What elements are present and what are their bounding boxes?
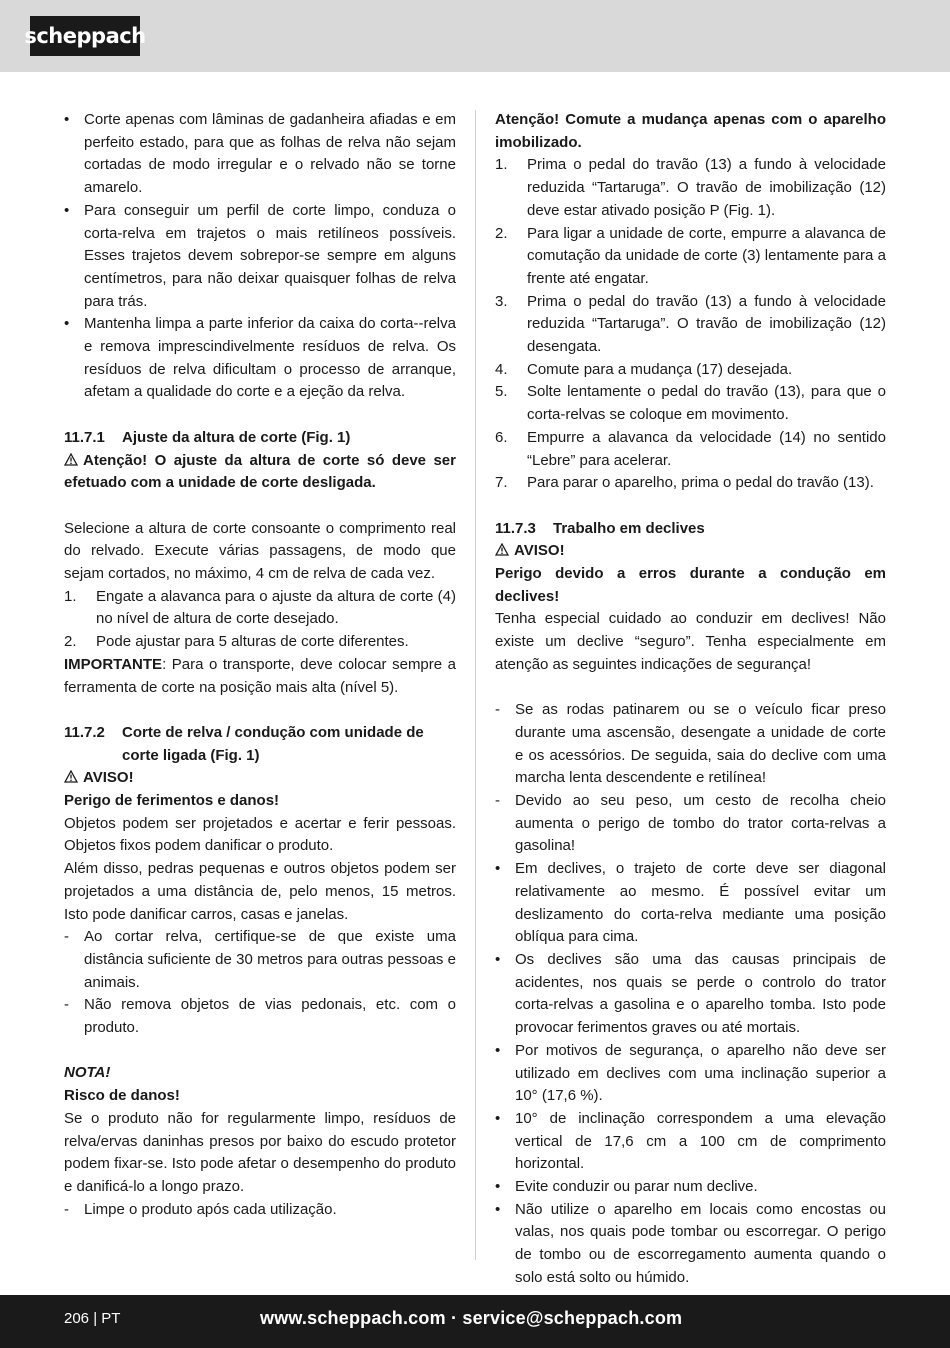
list-item <box>495 790 886 858</box>
warning-label <box>64 767 456 790</box>
list-item-text: Se as rodas patinarem ou se o veículo ficar preso durante uma ascensão, desengate a unidade de corte e os acessórios. De seguida, saia do declive com uma marcha lenta descendente e retilínea! <box>515 701 886 787</box>
list-item-text: Corte apenas com lâminas de gadanheira afiadas e em perfeito estado, para que as folhas de relva não sejam cortadas de modo irregular e o relvado não se torne amarelo. <box>84 111 456 197</box>
step-number: 1. <box>64 587 77 605</box>
step-number: 1. <box>495 156 508 174</box>
step-text: Engate a alavanca para o ajuste da altura de corte (4) no nível de altura de corte desejado. <box>96 587 456 628</box>
list-item <box>495 1176 886 1199</box>
list-item <box>64 200 456 314</box>
step-text: Para ligar a unidade de corte, empurre a alavanca de comutação da unidade de corte (3) lentamente para a frente até engatar. <box>527 224 886 287</box>
section-title: Trabalho em declives <box>553 519 705 537</box>
dash-marker: - <box>64 996 69 1014</box>
warning-label <box>495 540 886 563</box>
bullet-marker: • <box>495 950 501 968</box>
website-link[interactable]: www.scheppach.com · service@scheppach.com <box>260 1308 683 1328</box>
warning-note <box>64 450 456 495</box>
step-text: Comute para a mudança (17) desejada. <box>527 360 793 378</box>
step-text: Prima o pedal do travão (13) a fundo à velocidade reduzida “Tartaruga”. O travão de imobilização (12) deve estar ativado posição P (Fig. 1). <box>527 156 886 219</box>
left-column <box>64 109 456 1221</box>
section-number: 11.7.3 <box>495 519 536 537</box>
section-number: 11.7.2 <box>64 723 105 741</box>
list-item <box>64 1199 456 1222</box>
page-footer <box>0 1295 950 1348</box>
section-heading-11-7-1 <box>64 427 456 450</box>
list-item <box>495 1108 886 1176</box>
list-item-text: Não utilize o aparelho em locais como encostas ou valas, nos quais pode tombar ou escorregar. O perigo de tombo ou de escorregamento aumenta quando o solo está solto ou húmido. <box>515 1200 886 1286</box>
step-text: Pode ajustar para 5 alturas de corte diferentes. <box>96 633 409 651</box>
paragraph: Tenha especial cuidado ao conduzir em declives! Não existe um declive “seguro”. Tenha especialmente em atenção as seguintes indicações de segurança! <box>495 610 886 673</box>
dash-marker: - <box>495 792 500 810</box>
important-label: IMPORTANTE <box>64 655 163 673</box>
column-divider <box>475 110 476 1260</box>
dash-marker: - <box>495 701 500 719</box>
list-item <box>495 699 886 790</box>
section-title: Ajuste da altura de corte (Fig. 1) <box>122 428 351 446</box>
paragraph: Se o produto não for regularmente limpo, resíduos de relva/ervas daninhas presos por baixo do escudo protetor podem fixar-se. Isto pode afetar o desempenho do produto e danificá-lo a longo prazo. <box>64 1109 456 1195</box>
nota-label: NOTA! <box>64 1064 111 1082</box>
bullet-marker: • <box>495 1109 501 1127</box>
list-item <box>64 926 456 994</box>
warning-text: AVISO! <box>83 769 134 787</box>
list-item-text: Ao cortar relva, certifique-se de que existe uma distância suficiente de 30 metros para outras pessoas e animais. <box>84 928 456 991</box>
step-text: Empurre a alavanca da velocidade (14) no sentido “Lebre” para acelerar. <box>527 428 886 469</box>
list-item-text: Os declives são uma das causas principais de acidentes, nos quais se perde o controlo do trator corta-relvas a gasolina e o aparelho tomba. Isto pode provocar ferimentos graves ou até mortais. <box>515 950 886 1037</box>
section-number: 11.7.1 <box>64 428 105 446</box>
numbered-step <box>495 472 886 495</box>
bullet-marker: • <box>64 111 70 128</box>
section-heading-11-7-2 <box>64 722 456 767</box>
list-item-text: Para conseguir um perfil de corte limpo, conduza o corta-relva em trajetos o mais retilíneos possíveis. Esses trajetos devem sobrepor-se sempre em alguns centímetros, para não deixar quaisquer folhas de relva para trás. <box>84 201 456 310</box>
warning-triangle-icon <box>64 453 78 466</box>
step-number: 7. <box>495 474 508 492</box>
step-number: 4. <box>495 360 508 378</box>
step-text: Para parar o aparelho, prima o pedal do travão (13). <box>527 474 874 492</box>
bullet-marker: • <box>495 1200 501 1218</box>
list-item <box>64 313 456 404</box>
numbered-step <box>64 631 456 654</box>
important-text: : Para o transporte, deve colocar sempre a ferramenta de corte na posição mais alta (nível 5). <box>64 655 456 696</box>
list-item <box>495 1199 886 1290</box>
list-item <box>64 994 456 1039</box>
list-item-text: Devido ao seu peso, um cesto de recolha cheio aumenta o perigo de tombo do trator corta-relvas a gasolina! <box>515 792 886 855</box>
bullet-marker: • <box>495 1178 501 1196</box>
numbered-step <box>495 359 886 382</box>
important-note <box>64 654 456 699</box>
step-number: 2. <box>64 633 77 651</box>
step-number: 3. <box>495 292 508 310</box>
list-item <box>64 109 456 200</box>
danger-heading: Perigo de ferimentos e danos! <box>64 792 280 810</box>
dash-marker: - <box>64 928 69 946</box>
right-column <box>495 109 886 1290</box>
step-number: 5. <box>495 383 508 401</box>
step-number: 2. <box>495 224 508 242</box>
list-item <box>495 1040 886 1108</box>
dash-marker: - <box>64 1200 69 1218</box>
warning-triangle-icon <box>64 770 78 783</box>
warning-triangle-icon <box>495 543 509 556</box>
list-item-text: Não remova objetos de vias pedonais, etc. com o produto. <box>84 996 456 1037</box>
numbered-step <box>495 223 886 291</box>
step-text: Solte lentamente o pedal do travão (13), para que o corta-relvas se coloque em movimento. <box>527 383 886 424</box>
section-heading-11-7-3 <box>495 518 886 541</box>
list-item-text: Limpe o produto após cada utilização. <box>84 1200 337 1218</box>
bullet-marker: • <box>495 1041 501 1059</box>
list-item-text: Evite conduzir ou parar num declive. <box>515 1178 758 1196</box>
warning-text: Atenção! O ajuste da altura de corte só deve ser efetuado com a unidade de corte desligada. <box>64 451 456 492</box>
attention-note: Atenção! Comute a mudança apenas com o aparelho imobilizado. <box>495 111 886 151</box>
bullet-marker: • <box>64 315 70 333</box>
step-text: Prima o pedal do travão (13) a fundo à velocidade reduzida “Tartaruga”. O travão de imobilização (12) desengata. <box>527 292 886 356</box>
page-number: 206 | PT <box>64 1310 121 1327</box>
numbered-step <box>495 291 886 359</box>
header-band <box>0 0 950 72</box>
section-title: Corte de relva / condução com unidade de corte ligada (Fig. 1) <box>122 723 424 764</box>
list-item-text: 10° de inclinação correspondem a uma elevação vertical de 17,6 cm a 100 cm de comprimento horizontal. <box>515 1109 886 1173</box>
step-number: 6. <box>495 428 508 446</box>
brand-logo: scheppach <box>30 16 140 56</box>
list-item <box>495 858 886 949</box>
danger-heading: Perigo devido a erros durante a condução em declives! <box>495 565 886 605</box>
numbered-step <box>64 586 456 631</box>
numbered-step <box>495 427 886 472</box>
list-item-text: Em declives, o trajeto de corte deve ser diagonal relativamente ao mesmo. É possível evitar um deslizamento do corta-relva mediante uma posição oblíqua para cima. <box>515 860 886 946</box>
paragraph: Objetos podem ser projetados e acertar e ferir pessoas. Objetos fixos podem danificar o produto. <box>64 814 456 855</box>
bullet-marker: • <box>495 860 501 878</box>
risk-heading: Risco de danos! <box>64 1087 180 1105</box>
list-item-text: Mantenha limpa a parte inferior da caixa do corta--relva e remova imprescindivelmente resíduos de relva. Os resíduos de relva dificultam o processo de arranque, afetam a qualidade do corte e a ejeção da relva. <box>84 315 456 401</box>
numbered-step <box>495 381 886 426</box>
list-item <box>495 949 886 1040</box>
list-item-text: Por motivos de segurança, o aparelho não deve ser utilizado em declives com uma inclinação superior a 10° (17,6 %). <box>515 1041 886 1105</box>
paragraph: Selecione a altura de corte consoante o comprimento real do relvado. Execute várias passagens, de modo que sejam cortados, no máximo, 4 cm de relva de cada vez. <box>64 519 456 583</box>
numbered-step <box>495 154 886 222</box>
bullet-marker: • <box>64 201 70 219</box>
warning-text: AVISO! <box>514 542 565 560</box>
paragraph: Além disso, pedras pequenas e outros objetos podem ser projetados a uma distância de, pelo menos, 15 metros. Isto pode danificar carros, casas e janelas. <box>64 860 456 923</box>
